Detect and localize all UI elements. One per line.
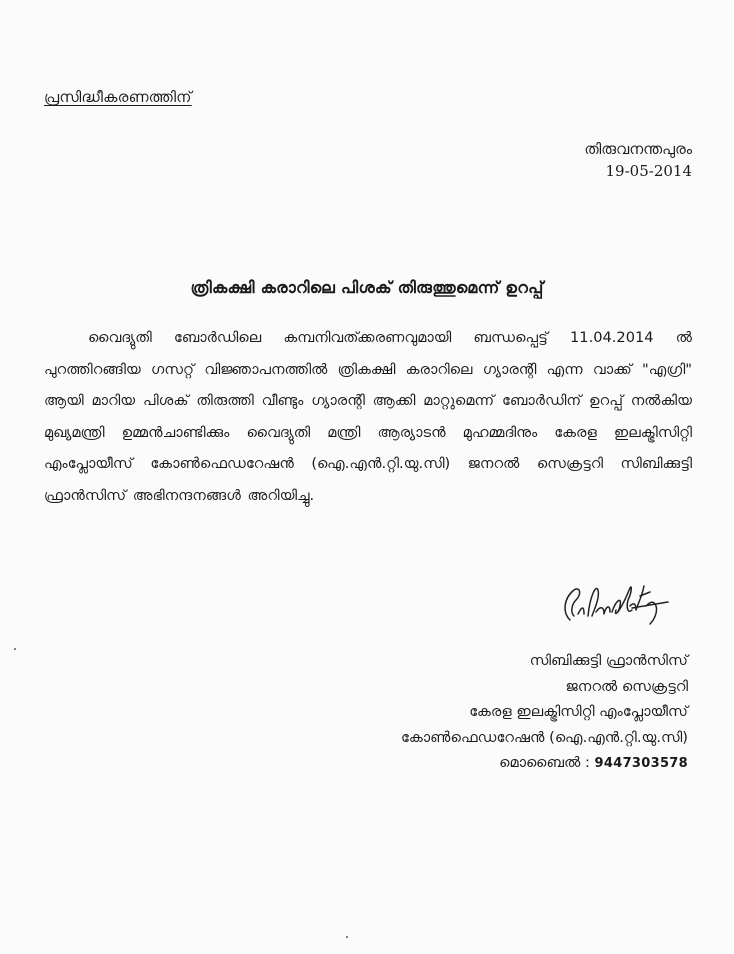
paper-speck xyxy=(14,648,16,650)
mobile-label: മൊബൈൽ : xyxy=(499,754,595,772)
place: തിരുവനന്തപുരം xyxy=(584,140,692,158)
signatory-name: സിബിക്കുട്ടി ഫ്രാൻസിസ് xyxy=(529,652,688,669)
paper-speck xyxy=(346,936,348,938)
for-publication-label: പ്രസിദ്ധീകരണത്തിന് xyxy=(44,88,192,106)
mobile-number: 9447303578 xyxy=(594,756,688,772)
press-release-title: ത്രികക്ഷി കരാറിലെ പിശക് തിരുത്തുമെന്ന് ഉറപ്പ് xyxy=(190,278,544,297)
press-release-body: വൈദ്യുതി ബോർഡിലെ കമ്പനിവത്ക്കരണവുമായി ബന്ധപ്പെട്ട് 11.04.2014 ൽ പുറത്തിറങ്ങിയ ഗസറ്റ് വിജ്ഞാപനത്തിൽ ത്രികക്ഷി കരാറിലെ ഗ്യാരന്റി എന്ന വാക്ക് "എഗ്രി" ആയി മാറിയ പിശക് തിരുത്തി വീണ്ടും ഗ്യാരന്റി ആക്കി മാറ്റുമെന്ന് ബോർഡിന് ഉറപ്പ് നൽകിയ മുഖ്യമന്ത്രി ഉമ്മൻചാണ്ടിക്കും വൈദ്യുതി മന്ത്രി ആര്യാടൻ മുഹമ്മദിനും കേരള ഇലക്ട്രിസിറ്റി എംപ്ലോയീസ് കോൺഫെഡറേഷൻ (ഐ.എൻ.റ്റി.യു.സി) ജനറൽ സെക്രട്ടറി സിബിക്കുട്ടി ഫ്രാൻസിസ് അഭിനന്ദനങ്ങൾ അറിയിച്ചു. xyxy=(44,329,692,504)
mobile-line xyxy=(401,750,688,777)
signatory-designation: ജനറൽ സെക്രട്ടറി xyxy=(565,677,688,695)
place-date-block xyxy=(584,138,692,182)
date: 19-05-2014 xyxy=(605,162,692,180)
handwritten-signature-icon xyxy=(556,576,686,628)
organization-line-2: കോൺഫെഡറേഷൻ (ഐ.എൻ.റ്റി.യു.സി) xyxy=(401,728,688,746)
organization-line-1: കേരള ഇലക്ട്രിസിറ്റി എംപ്ലോയീസ് xyxy=(469,703,688,721)
signatory-block xyxy=(401,648,688,777)
